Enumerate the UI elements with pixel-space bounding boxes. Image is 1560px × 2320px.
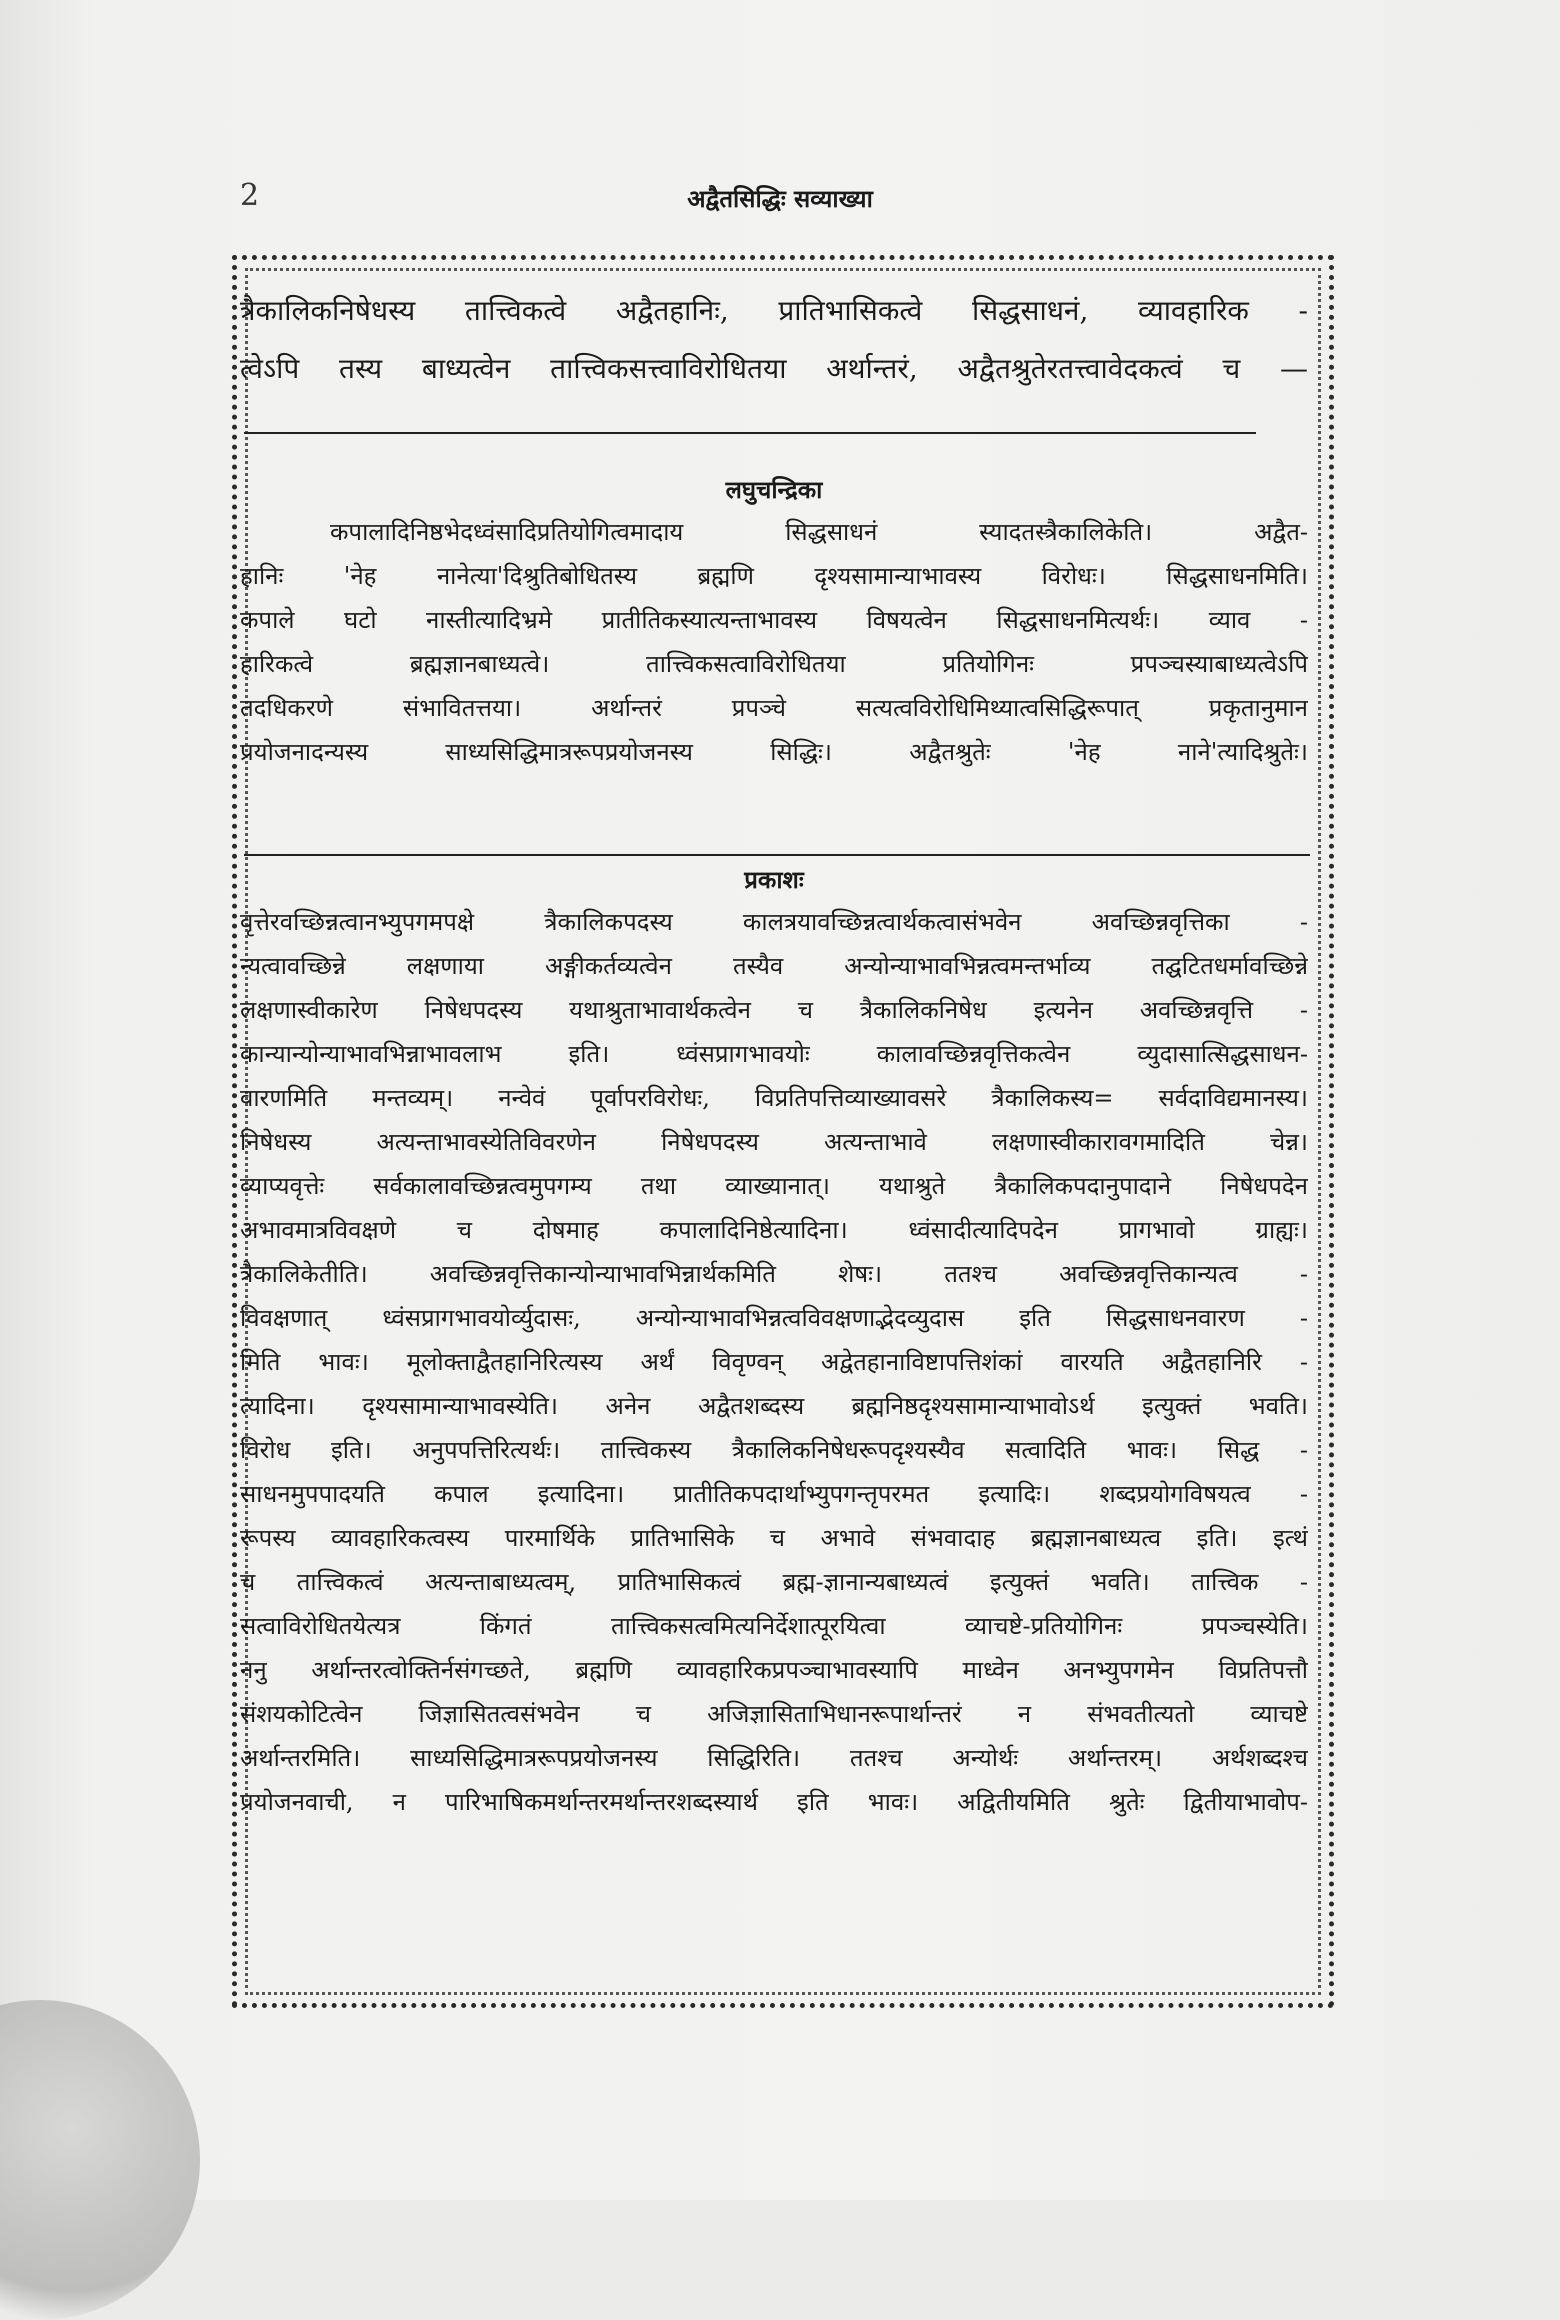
running-title: अद्वैतसिद्धिः सव्याख्या	[687, 184, 873, 213]
prakasha-line: रूपस्य व्यावहारिकत्वस्य पारमार्थिके प्रातिभासिके च अभावे संभवादाह ब्रह्मज्ञानबाध्यत्व इति। इत्थं	[240, 1524, 1308, 1552]
laghuchandrika-heading: लघुचन्द्रिका	[725, 475, 823, 504]
corner-shadow	[0, 2000, 200, 2320]
mula-line: त्रैकालिकनिषेधस्य तात्त्विकत्वे अद्वैतहानिः, प्रातिभासिकत्वे सिद्धसाधनं, व्यावहारिक -	[240, 294, 1308, 327]
mula-line: त्वेऽपि तस्य बाध्यत्वेन तात्त्विकसत्त्वाविरोधितया अर्थान्तरं, अद्वैतश्रुतेरतत्त्वावेदकत्वं च —	[240, 352, 1308, 385]
mula-text	[240, 282, 1308, 398]
mula-rule	[244, 432, 1256, 434]
prakasha-line: संशयकोटित्वेन जिज्ञासितत्वसंभवेन च अजिज्ञासिताभिधानरूपार्थान्तरं न संभवतीत्यतो व्याचष्टे	[240, 1700, 1308, 1728]
prakasha-line: व्याप्यवृत्तेः सर्वकालावच्छिन्नत्वमुपगम्य तथा व्याख्यानात्। यथाश्रुते त्रैकालिकपदानुपादाने निषेधपदेन	[240, 1172, 1308, 1200]
laghuchandrika-line: कपालादिनिष्ठभेदध्वंसादिप्रतियोगित्वमादाय सिद्धसाधनं स्यादतस्त्रैकालिकेति। अद्वैत-	[330, 518, 1308, 546]
laghuchandrika-line: हारिकत्वे ब्रह्मज्ञानबाध्यत्वे। तात्त्विकसत्वाविरोधितया प्रतियोगिनः प्रपञ्चस्याबाध्यत्वेऽपि	[240, 650, 1308, 678]
laghuchandrika-section	[240, 470, 1308, 774]
prakasha-line: ननु अर्थान्तरत्वोक्तिर्नसंगच्छते, ब्रह्मणि व्यावहारिकप्रपञ्चाभावस्यापि माध्वेन अनभ्युपगमेन विप्रतिपत्तौ	[240, 1656, 1308, 1684]
prakasha-heading: प्रकाशः	[744, 865, 804, 894]
prakasha-line: लक्षणास्वीकारेण निषेधपदस्य यथाश्रुताभावार्थकत्वेन च त्रैकालिकनिषेध इत्यनेन अवच्छिन्नवृत्ति -	[240, 996, 1308, 1024]
prakasha-line: साधनमुपपादयति कपाल इत्यादिना। प्रातीतिकपदार्थाभ्युपगन्तृपरमत इत्यादिः। शब्दप्रयोगविषयत्व -	[240, 1480, 1308, 1508]
prakasha-line: कान्यान्योन्याभावभिन्नाभावलाभ इति। ध्वंसप्रागभावयोः कालावच्छिन्नवृत्तिकत्वेन व्युदासात्सिद्धसाधन-	[240, 1040, 1308, 1068]
laghuchandrika-line: तदधिकरणे संभावितत्तया। अर्थान्तरं प्रपञ्चे सत्यत्वविरोधिमिथ्यात्वसिद्धिरूपात् प्रकृतानुमान	[240, 694, 1308, 722]
prakasha-line: अर्थान्तरमिति। साध्यसिद्धिमात्ररूपप्रयोजनस्य सिद्धिरिति। ततश्च अन्योर्थः अर्थान्तरम्। अर्थशब्दश्च	[240, 1744, 1308, 1772]
prakasha-line: च तात्त्विकत्वं अत्यन्ताबाध्यत्वम्, प्रातिभासिकत्वं ब्रह्म-ज्ञानान्यबाध्यत्वं इत्युक्तं भवति। तात्त्विक -	[240, 1568, 1308, 1596]
prakasha-section	[240, 860, 1308, 1824]
laghuchandrika-line: हानिः 'नेह नानेत्या'दिश्रुतिबोधितस्य ब्रह्मणि दृश्यसामान्याभावस्य विरोधः। सिद्धसाधनमिति।	[240, 562, 1308, 590]
laghuchandrika-line: प्रयोजनादन्यस्य साध्यसिद्धिमात्ररूपप्रयोजनस्य सिद्धिः। अद्वैतश्रुतेः 'नेह नाने'त्यादिश्रुतेः।	[240, 738, 1308, 766]
page-number: 2	[240, 178, 260, 213]
prakasha-line: प्रयोजनवाची, न पारिभाषिकमर्थान्तरमर्थान्तरशब्दस्यार्थ इति भावः। अद्वितीयमिति श्रुतेः द्वितीयाभावोप-	[240, 1788, 1308, 1816]
prakasha-line: त्रैकालिकेतीति। अवच्छिन्नवृत्तिकान्योन्याभावभिन्नार्थकमिति शेषः। ततश्च अवच्छिन्नवृत्तिकान्यत्व -	[240, 1260, 1308, 1288]
laghuchandrika-line: कपाले घटो नास्तीत्यादिभ्रमे प्रातीतिकस्यात्यन्ताभावस्य विषयत्वेन सिद्धसाधनमित्यर्थः। व्याव -	[240, 606, 1308, 634]
prakasha-line: मिति भावः। मूलोक्ताद्वैतहानिरित्यस्य अर्थं विवृण्वन् अद्वेतहानाविष्टापत्तिशंकां वारयति अद्वैतहानिरि -	[240, 1348, 1308, 1376]
prakasha-line: सत्वाविरोधितयेत्यत्र किंगतं तात्त्विकसत्वमित्यनिर्देशात्पूरयित्वा व्याचष्टे-प्रतियोगिनः प्रपञ्चस्येति।	[240, 1612, 1308, 1640]
prakasha-line: अभावमात्रविवक्षणे च दोषमाह कपालादिनिष्ठेत्यादिना। ध्वंसादीत्यादिपदेन प्रागभावो ग्राह्यः।	[240, 1216, 1308, 1244]
prakasha-line: निषेधस्य अत्यन्ताभावस्येतिविवरणेन निषेधपदस्य अत्यन्ताभावे लक्षणास्वीकारावगमादिति चेन्न।	[240, 1128, 1308, 1156]
prakasha-line: वृत्तेरवच्छिन्नत्वानभ्युपगमपक्षे त्रैकालिकपदस्य कालत्रयावच्छिन्नत्वार्थकत्वासंभवेन अवच्छिन्नवृत्तिका -	[240, 908, 1308, 936]
prakasha-line: विवक्षणात् ध्वंसप्रागभावयोर्व्युदासः, अन्योन्याभावभिन्नत्वविवक्षणाद्भेदव्युदास इति सिद्धसाधनवारण -	[240, 1304, 1308, 1332]
prakasha-line: न्यत्वावच्छिन्ने लक्षणाया अङ्गीकर्तव्यत्वेन तस्यैव अन्योन्याभावभिन्नत्वमन्तर्भाव्य तद्घटितधर्मावच्छिन्ने	[240, 952, 1308, 980]
prakasha-line: वारणमिति मन्तव्यम्। नन्वेवं पूर्वापरविरोधः, विप्रतिपत्तिव्याख्यावसरे त्रैकालिकस्य= सर्वदाविद्यमानस्य।	[240, 1084, 1308, 1112]
prakasha-line: विरोध इति। अनुपपत्तिरित्यर्थः। तात्त्विकस्य त्रैकालिकनिषेधरूपदृश्यस्यैव सत्वादिति भावः। सिद्ध -	[240, 1436, 1308, 1464]
prakasha-line: त्यादिना। दृश्यसामान्याभावस्येति। अनेन अद्वैतशब्दस्य ब्रह्मनिष्ठदृश्यसामान्याभावोऽर्थ इत्युक्तं भवति।	[240, 1392, 1308, 1420]
laghuchandrika-rule	[244, 854, 1310, 856]
